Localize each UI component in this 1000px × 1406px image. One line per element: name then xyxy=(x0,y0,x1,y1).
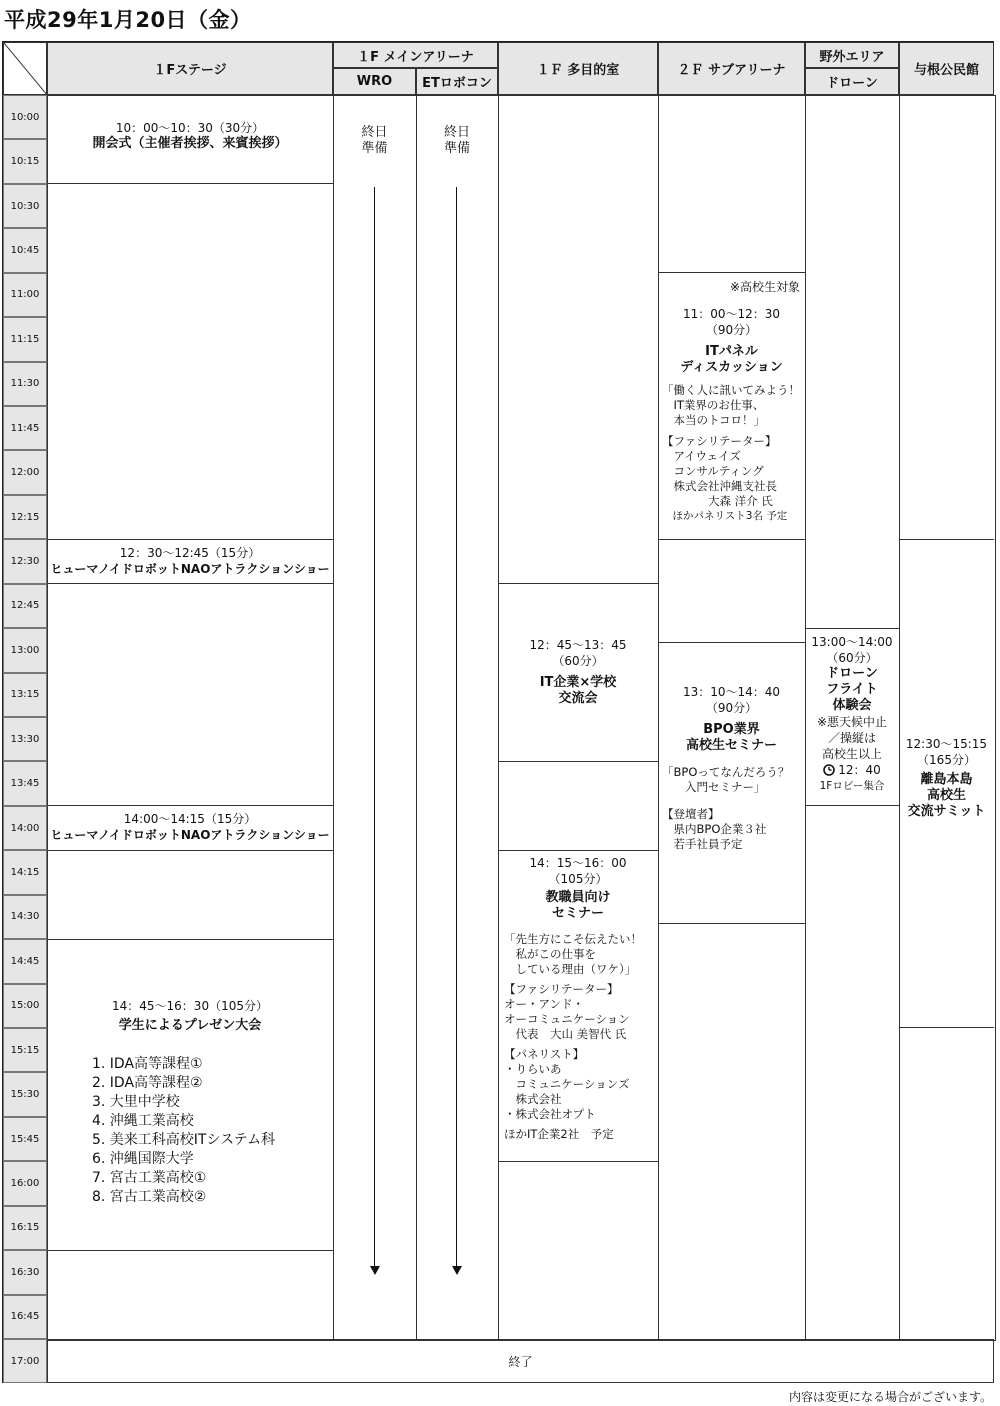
teacher-seminar xyxy=(498,855,658,922)
wro-prep-line1: 終日 xyxy=(361,125,388,140)
wro-prep xyxy=(333,125,416,157)
et-prep-line1: 終日 xyxy=(443,125,470,140)
nao-show-2 xyxy=(47,811,333,843)
time-cell: 16:30 xyxy=(3,1250,47,1294)
header-diagonal-cell xyxy=(3,42,47,95)
detail-line: オー・アンド・ xyxy=(504,997,585,1011)
detail-line: 本当のトコロ！」 xyxy=(662,413,766,427)
opening-title: 開会式（主催者挨拶、来賓挨拶） xyxy=(92,136,288,151)
nao-show-2-time: 14:00～14:15（15分） xyxy=(123,812,257,826)
sub-divider xyxy=(658,539,805,540)
drone-title-1: ドローン xyxy=(826,666,878,681)
time-cell: 16:15 xyxy=(3,1206,47,1250)
detail-line: コンサルティング xyxy=(662,464,764,478)
time-cell: 12:00 xyxy=(3,450,47,494)
panel-details xyxy=(662,383,805,524)
header-stage: １Fステージ xyxy=(47,42,333,95)
community-column xyxy=(899,95,996,1341)
detail-line: ほかパネリスト3名 予定 xyxy=(662,510,788,522)
time-cell: 11:45 xyxy=(3,406,47,450)
bpo-time: 13：10～14：40 xyxy=(682,685,781,699)
time-cell: 14:15 xyxy=(3,850,47,894)
detail-line: 【ファシリテーター】 xyxy=(662,434,777,448)
list-item: 2. IDA高等課程② xyxy=(92,1075,203,1091)
time-cell: 13:30 xyxy=(3,717,47,761)
exchange-duration: （60分） xyxy=(552,654,604,668)
stage-divider xyxy=(47,539,333,540)
opening-time: 10：00～10：30（30分） xyxy=(115,121,265,135)
nao-show-1 xyxy=(47,545,333,577)
panel-title-1: ITパネル xyxy=(705,344,758,359)
drone-note-2: ／操縦は xyxy=(827,731,876,745)
header-sub-arena: ２Ｆ サブアリーナ xyxy=(658,42,805,95)
wro-arrow-line xyxy=(374,187,375,1267)
list-item: 7. 宮古工業高校① xyxy=(92,1170,207,1186)
header-wro: WRO xyxy=(333,68,416,95)
bpo-title-2: 高校生セミナー xyxy=(685,738,777,753)
detail-line: している理由（ワケ）」 xyxy=(504,962,637,976)
header-drone: ドローン xyxy=(805,68,899,95)
time-cell: 14:00 xyxy=(3,806,47,850)
presentation-time: 14：45～16：30（105分） xyxy=(112,999,268,1013)
et-arrow-line xyxy=(456,187,457,1267)
drone-clock-time: 12：40 xyxy=(838,763,881,777)
detail-line: コミュニケーションズ xyxy=(504,1077,630,1091)
detail-line: ・株式会社オプト xyxy=(504,1107,596,1121)
panel-duration: （90分） xyxy=(705,323,758,337)
time-cell: 15:45 xyxy=(3,1117,47,1161)
header-outdoor: 野外エリア xyxy=(805,42,899,68)
panel-title-2: ディスカッション xyxy=(680,360,783,375)
et-prep-line2: 準備 xyxy=(443,141,470,156)
community-title-1: 離島本島 xyxy=(920,772,973,787)
time-cell: 10:45 xyxy=(3,228,47,272)
multi-divider xyxy=(498,761,658,762)
drone-note-3: 高校生以上 xyxy=(821,747,882,761)
drone-divider xyxy=(805,628,899,629)
bpo-title-1: BPO業界 xyxy=(703,722,760,737)
stage-divider xyxy=(47,850,333,851)
exchange-title-1: IT企業×学校 xyxy=(539,675,617,690)
detail-line: 株式会社 xyxy=(504,1092,562,1106)
header-community: 与根公民館 xyxy=(899,42,994,95)
time-cell: 16:00 xyxy=(3,1161,47,1205)
time-cell: 16:45 xyxy=(3,1295,47,1339)
time-cell: 10:00 xyxy=(3,95,47,139)
header-multi: １Ｆ 多目的室 xyxy=(498,42,658,95)
stage-divider xyxy=(47,805,333,806)
wro-arrow-head xyxy=(370,1266,380,1275)
detail-line: 大森 洋介 氏 xyxy=(662,494,773,508)
bpo-seminar xyxy=(658,684,805,754)
exchange-time: 12：45～13：45 xyxy=(529,638,627,652)
wro-prep-line2: 準備 xyxy=(361,141,388,156)
presentation-list xyxy=(92,1055,332,1207)
page-title: 平成29年1月20日（金） xyxy=(4,8,252,32)
diagonal-line xyxy=(4,43,48,96)
time-cell: 13:00 xyxy=(3,628,47,672)
community-time: 12:30～15:15 xyxy=(905,737,988,751)
time-cell: 13:45 xyxy=(3,761,47,805)
panel-discussion xyxy=(658,306,805,376)
teacher-seminar-time: 14：15～16：00 xyxy=(529,856,627,870)
teacher-seminar-duration: （105分） xyxy=(548,872,608,886)
detail-line: 私がこの仕事を xyxy=(504,947,596,961)
footer-note: 内容は変更になる場合がございます。 xyxy=(788,1390,992,1404)
time-cell: 12:45 xyxy=(3,584,47,628)
header-main-arena: １F メインアリーナ xyxy=(333,42,498,68)
time-cell: 14:30 xyxy=(3,895,47,939)
teacher-seminar-title-2: セミナー xyxy=(551,906,604,921)
community-divider xyxy=(899,539,994,540)
time-cell: 11:00 xyxy=(3,273,47,317)
stage-divider xyxy=(47,939,333,940)
drone-title-3: 体験会 xyxy=(832,698,872,713)
list-item: 4. 沖縄工業高校 xyxy=(92,1113,194,1129)
sub-note: ※高校生対象 xyxy=(729,280,800,294)
detail-line: オーコミュニケーション xyxy=(504,1012,630,1026)
list-item: 5. 美来工科高校ITシステム科 xyxy=(92,1132,276,1148)
community-title-2: 高校生 xyxy=(926,788,966,803)
time-cell: 15:15 xyxy=(3,1028,47,1072)
nao-show-2-title: ヒューマノイドロボットNAOアトラクションショー xyxy=(50,828,330,842)
exchange-event xyxy=(498,637,658,707)
sub-divider xyxy=(658,923,805,924)
detail-line: 入門セミナー」 xyxy=(662,780,766,794)
et-prep xyxy=(416,125,498,157)
clock-icon xyxy=(823,764,835,776)
end-label: 終了 xyxy=(508,1354,533,1369)
drone-meet-time xyxy=(805,762,899,778)
community-title-3: 交流サミット xyxy=(907,804,986,819)
list-item: 8. 宮古工業高校② xyxy=(92,1189,207,1205)
detail-line: アイウェイズ xyxy=(662,449,741,463)
header-et: ETロボコン xyxy=(416,68,498,95)
nao-show-1-title: ヒューマノイドロボットNAOアトラクションショー xyxy=(50,562,330,576)
time-cell: 15:00 xyxy=(3,984,47,1028)
detail-line: IT業界のお仕事、 xyxy=(662,398,765,412)
presentation-event xyxy=(47,998,333,1034)
list-item: 1. IDA高等課程① xyxy=(92,1056,203,1072)
detail-line: 【登壇者】 xyxy=(662,807,720,821)
list-item: 6. 沖縄国際大学 xyxy=(92,1151,194,1167)
detail-line: 【パネリスト】 xyxy=(504,1047,585,1061)
drone-note-1: ※悪天候中止 xyxy=(816,715,888,729)
presentation-title: 学生によるプレゼン大会 xyxy=(118,1018,262,1033)
detail-line: 【ファシリテーター】 xyxy=(504,982,619,996)
stage-divider xyxy=(47,1250,333,1251)
detail-line: 県内BPO企業３社 xyxy=(662,822,767,836)
detail-line: 「先生方にこそ伝えたい！ xyxy=(504,932,642,946)
stage-divider xyxy=(47,583,333,584)
stage-divider xyxy=(47,183,333,184)
time-cell: 10:30 xyxy=(3,184,47,228)
nao-show-1-time: 12：30～12:45（15分） xyxy=(119,546,261,560)
time-cell: 14:45 xyxy=(3,939,47,983)
multi-divider xyxy=(498,1161,658,1162)
community-divider xyxy=(899,1027,994,1028)
time-cell: 12:30 xyxy=(3,539,47,583)
time-cell: 17:00 xyxy=(3,1339,47,1383)
detail-line: 「働く人に訊いてみよう！ xyxy=(662,383,800,397)
bpo-duration: （90分） xyxy=(705,701,758,715)
detail-line: ほかIT企業2社 予定 xyxy=(504,1127,614,1141)
time-cell: 11:30 xyxy=(3,362,47,406)
sub-divider xyxy=(658,272,805,273)
end-row xyxy=(47,1339,994,1383)
drone-time: 13:00～14:00 xyxy=(811,635,893,649)
wro-column xyxy=(333,95,418,1341)
time-cell: 11:15 xyxy=(3,317,47,361)
detail-line: 「BPOってなんだろう？ xyxy=(662,765,790,779)
list-item: 3. 大里中学校 xyxy=(92,1094,180,1110)
community-event xyxy=(899,736,994,820)
et-arrow-head xyxy=(452,1266,462,1275)
teacher-seminar-title-1: 教職員向け xyxy=(545,890,611,905)
drone-event xyxy=(805,634,899,794)
drone-duration: （60分） xyxy=(826,651,878,665)
detail-line: 株式会社沖縄支社長 xyxy=(662,479,777,493)
multi-column xyxy=(498,95,660,1341)
panel-time: 11：00～12：30 xyxy=(682,307,781,321)
drone-meet-place: 1Fロビー集合 xyxy=(819,780,885,792)
teacher-seminar-details xyxy=(504,932,658,1142)
et-column xyxy=(416,95,500,1341)
exchange-title-2: 交流会 xyxy=(558,691,598,706)
multi-divider xyxy=(498,850,658,851)
opening-event xyxy=(47,120,333,152)
time-cell: 10:15 xyxy=(3,139,47,183)
community-duration: （165分） xyxy=(917,753,976,767)
drone-title-2: フライト xyxy=(826,682,878,697)
sub-divider xyxy=(658,642,805,643)
detail-line: ・りらいあ xyxy=(504,1062,562,1076)
time-cell: 12:15 xyxy=(3,495,47,539)
time-cell: 13:15 xyxy=(3,673,47,717)
multi-divider xyxy=(498,583,658,584)
time-cell: 15:30 xyxy=(3,1072,47,1116)
detail-line: 代表 大山 美智代 氏 xyxy=(504,1027,627,1041)
detail-line: 若手社員予定 xyxy=(662,837,743,851)
drone-divider xyxy=(805,805,899,806)
bpo-details xyxy=(662,765,805,852)
